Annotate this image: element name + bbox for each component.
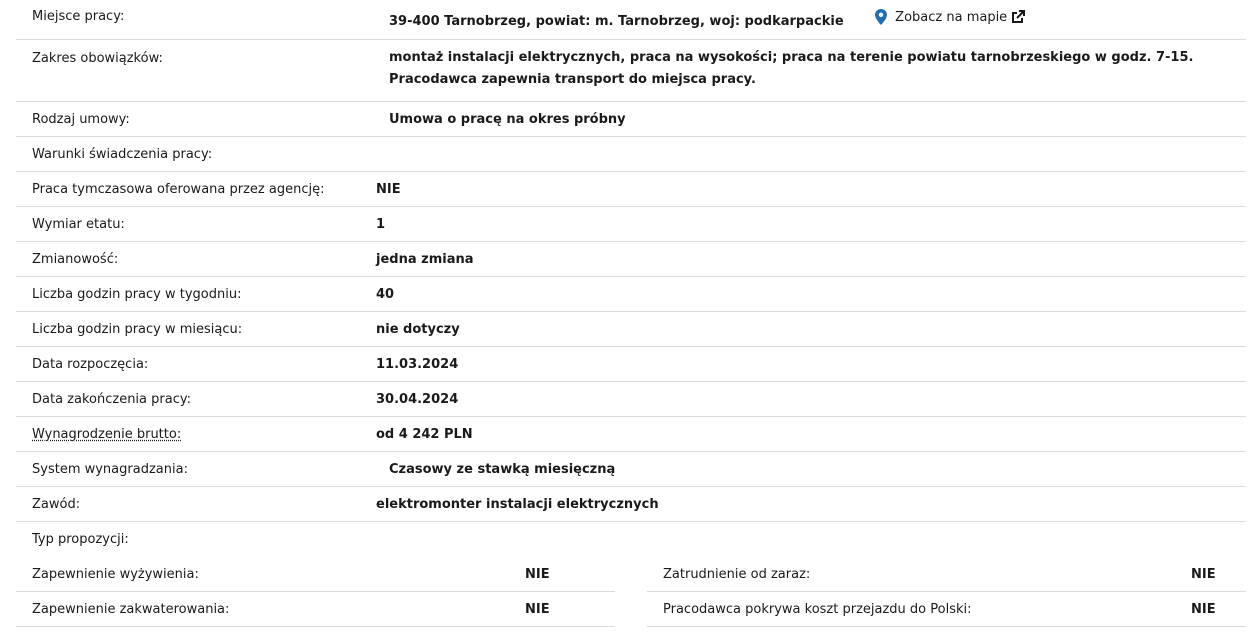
detail-row-duties: [16, 40, 1246, 102]
offer-type-left-column: [16, 557, 615, 627]
detail-row-weekly-hours: [16, 277, 1246, 312]
detail-value: Czasowy ze stawką miesięczną: [389, 462, 616, 477]
workplace-address: 39-400 Tarnobrzeg, powiat: m. Tarnobrzeg, woj: podkarpackie: [389, 14, 844, 29]
detail-row-contract-type: [16, 102, 1246, 137]
gross-salary-tooltip-trigger[interactable]: Wynagrodzenie brutto:: [32, 427, 182, 442]
detail-value: [376, 9, 1246, 29]
offer-type-value: NIE: [1191, 602, 1216, 617]
offer-type-value: NIE: [1191, 567, 1216, 582]
detail-value: 40: [376, 287, 395, 302]
detail-row-workplace: [16, 0, 1246, 40]
detail-label: Praca tymczasowa oferowana przez agencję:: [32, 182, 325, 197]
detail-row-shifts: [16, 242, 1246, 277]
detail-value: montaż instalacji elektrycznych, praca na wysokości; praca na terenie powiatu tarnobrzeskiego w godz. 7-15. Pracodawca zapewnia transport do miejsca pracy.: [389, 50, 1194, 87]
map-pin-icon: [874, 9, 888, 25]
detail-label: Data zakończenia pracy:: [32, 392, 191, 407]
detail-value: elektromonter instalacji elektrycznych: [376, 497, 659, 512]
offer-type-label: Pracodawca pokrywa koszt przejazdu do Polski:: [663, 602, 972, 617]
detail-label: Zmianowość:: [32, 252, 119, 267]
show-on-map-label: Zobacz na mapie: [895, 9, 1008, 25]
detail-row-offer-type: [16, 522, 1246, 557]
detail-value: Umowa o pracę na okres próbny: [389, 112, 626, 127]
detail-label: Zakres obowiązków:: [32, 51, 163, 66]
detail-value: nie dotyczy: [376, 322, 460, 337]
detail-value: 11.03.2024: [376, 357, 459, 372]
detail-row-gross-salary: [16, 417, 1246, 452]
detail-label: Liczba godzin pracy w miesiącu:: [32, 322, 243, 337]
detail-label: Zawód:: [32, 497, 81, 512]
offer-type-item: [647, 557, 1246, 592]
detail-value: 30.04.2024: [376, 392, 459, 407]
offer-type-label: Zatrudnienie od zaraz:: [663, 567, 811, 582]
detail-row-fte: [16, 207, 1246, 242]
offer-type-grid: [16, 557, 1246, 627]
detail-row-work-conditions: [16, 137, 1246, 172]
detail-row-monthly-hours: [16, 312, 1246, 347]
detail-row-start-date: [16, 347, 1246, 382]
offer-type-right-column: [647, 557, 1246, 627]
detail-row-temp-agency: [16, 172, 1246, 207]
offer-type-label: Zapewnienie zakwaterowania:: [32, 602, 230, 617]
external-link-icon: [1011, 10, 1025, 24]
detail-value: 1: [376, 217, 386, 232]
offer-type-item: [16, 592, 615, 627]
detail-label: Wymiar etatu:: [32, 217, 125, 232]
job-offer-details: [16, 0, 1246, 627]
detail-row-end-date: [16, 382, 1246, 417]
detail-label: Warunki świadczenia pracy:: [32, 147, 213, 162]
detail-row-occupation: [16, 487, 1246, 522]
detail-value: NIE: [376, 182, 401, 197]
detail-row-pay-system: [16, 452, 1246, 487]
detail-label: Typ propozycji:: [32, 532, 129, 547]
offer-type-item: [16, 557, 615, 592]
detail-label: Rodzaj umowy:: [32, 112, 130, 127]
detail-label: Liczba godzin pracy w tygodniu:: [32, 287, 242, 302]
detail-label: System wynagradzania:: [32, 462, 188, 477]
detail-label: [16, 427, 376, 442]
offer-type-label: Zapewnienie wyżywienia:: [32, 567, 199, 582]
offer-type-value: NIE: [525, 602, 550, 617]
detail-label: Miejsce pracy:: [32, 9, 125, 24]
detail-label: Data rozpoczęcia:: [32, 357, 149, 372]
show-on-map-link[interactable]: [874, 9, 1025, 25]
detail-value: od 4 242 PLN: [376, 427, 473, 442]
detail-value: jedna zmiana: [376, 252, 474, 267]
offer-type-item: [647, 592, 1246, 627]
offer-type-value: NIE: [525, 567, 550, 582]
